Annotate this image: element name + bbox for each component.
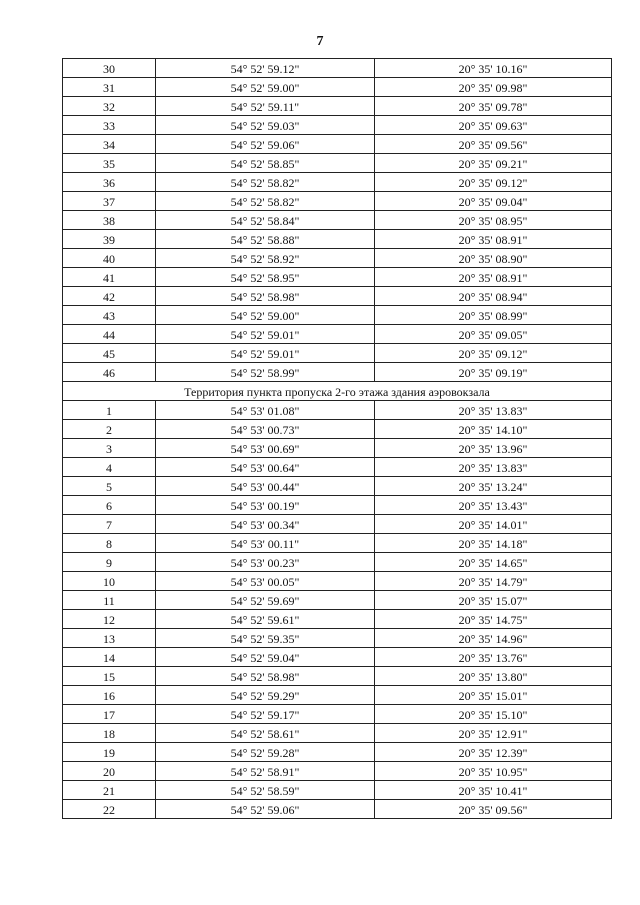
point-number: 16 bbox=[63, 686, 156, 705]
point-number: 21 bbox=[63, 781, 156, 800]
latitude-cell: 54° 52' 58.61" bbox=[156, 724, 375, 743]
latitude-cell: 54° 52' 58.98" bbox=[156, 667, 375, 686]
longitude-cell: 20° 35' 08.94" bbox=[375, 287, 612, 306]
table-row bbox=[63, 724, 612, 743]
point-number: 46 bbox=[63, 363, 156, 382]
point-number: 31 bbox=[63, 78, 156, 97]
longitude-cell: 20° 35' 12.39" bbox=[375, 743, 612, 762]
latitude-cell: 54° 52' 58.95" bbox=[156, 268, 375, 287]
latitude-cell: 54° 52' 58.82" bbox=[156, 173, 375, 192]
longitude-cell: 20° 35' 09.05" bbox=[375, 325, 612, 344]
table-row bbox=[63, 781, 612, 800]
latitude-cell: 54° 52' 59.06" bbox=[156, 800, 375, 819]
longitude-cell: 20° 35' 13.83" bbox=[375, 401, 612, 420]
longitude-cell: 20° 35' 14.18" bbox=[375, 534, 612, 553]
point-number: 17 bbox=[63, 705, 156, 724]
table-row bbox=[63, 230, 612, 249]
table-row bbox=[63, 515, 612, 534]
point-number: 40 bbox=[63, 249, 156, 268]
page-number: 7 bbox=[316, 34, 324, 49]
latitude-cell: 54° 52' 59.69" bbox=[156, 591, 375, 610]
table-row bbox=[63, 553, 612, 572]
longitude-cell: 20° 35' 09.98" bbox=[375, 78, 612, 97]
latitude-cell: 54° 52' 59.28" bbox=[156, 743, 375, 762]
table-row bbox=[63, 743, 612, 762]
longitude-cell: 20° 35' 14.75" bbox=[375, 610, 612, 629]
point-number: 20 bbox=[63, 762, 156, 781]
section-row bbox=[63, 382, 612, 401]
table-row bbox=[63, 116, 612, 135]
longitude-cell: 20° 35' 09.78" bbox=[375, 97, 612, 116]
latitude-cell: 54° 53' 00.64" bbox=[156, 458, 375, 477]
latitude-cell: 54° 52' 58.91" bbox=[156, 762, 375, 781]
point-number: 10 bbox=[63, 572, 156, 591]
latitude-cell: 54° 52' 59.11" bbox=[156, 97, 375, 116]
point-number: 13 bbox=[63, 629, 156, 648]
latitude-cell: 54° 52' 59.12" bbox=[156, 59, 375, 78]
table-row bbox=[63, 363, 612, 382]
table-row bbox=[63, 800, 612, 819]
table-row bbox=[63, 762, 612, 781]
table-row bbox=[63, 249, 612, 268]
latitude-cell: 54° 53' 00.23" bbox=[156, 553, 375, 572]
latitude-cell: 54° 53' 00.69" bbox=[156, 439, 375, 458]
longitude-cell: 20° 35' 14.79" bbox=[375, 572, 612, 591]
section-header bbox=[63, 382, 612, 401]
point-number: 41 bbox=[63, 268, 156, 287]
table-row bbox=[63, 192, 612, 211]
longitude-cell: 20° 35' 09.21" bbox=[375, 154, 612, 173]
longitude-cell: 20° 35' 09.56" bbox=[375, 800, 612, 819]
latitude-cell: 54° 53' 01.08" bbox=[156, 401, 375, 420]
point-number: 14 bbox=[63, 648, 156, 667]
point-number: 2 bbox=[63, 420, 156, 439]
table-row bbox=[63, 287, 612, 306]
coordinates-group-2 bbox=[63, 401, 612, 819]
longitude-cell: 20° 35' 15.01" bbox=[375, 686, 612, 705]
latitude-cell: 54° 52' 58.88" bbox=[156, 230, 375, 249]
longitude-cell: 20° 35' 09.12" bbox=[375, 173, 612, 192]
point-number: 35 bbox=[63, 154, 156, 173]
latitude-cell: 54° 52' 58.85" bbox=[156, 154, 375, 173]
latitude-cell: 54° 53' 00.73" bbox=[156, 420, 375, 439]
longitude-cell: 20° 35' 14.96" bbox=[375, 629, 612, 648]
longitude-cell: 20° 35' 13.24" bbox=[375, 477, 612, 496]
coordinates-table bbox=[62, 58, 612, 819]
table-row bbox=[63, 667, 612, 686]
table-row bbox=[63, 306, 612, 325]
table-row bbox=[63, 610, 612, 629]
longitude-cell: 20° 35' 08.91" bbox=[375, 230, 612, 249]
latitude-cell: 54° 52' 58.82" bbox=[156, 192, 375, 211]
section-title: Территория пункта пропуска 2-го этажа здания аэровокзала bbox=[63, 382, 612, 401]
latitude-cell: 54° 53' 00.34" bbox=[156, 515, 375, 534]
table-row bbox=[63, 344, 612, 363]
point-number: 5 bbox=[63, 477, 156, 496]
point-number: 12 bbox=[63, 610, 156, 629]
longitude-cell: 20° 35' 09.04" bbox=[375, 192, 612, 211]
longitude-cell: 20° 35' 13.80" bbox=[375, 667, 612, 686]
longitude-cell: 20° 35' 08.90" bbox=[375, 249, 612, 268]
longitude-cell: 20° 35' 14.10" bbox=[375, 420, 612, 439]
point-number: 4 bbox=[63, 458, 156, 477]
table-row bbox=[63, 401, 612, 420]
longitude-cell: 20° 35' 13.43" bbox=[375, 496, 612, 515]
latitude-cell: 54° 52' 59.00" bbox=[156, 306, 375, 325]
point-number: 38 bbox=[63, 211, 156, 230]
table-row bbox=[63, 629, 612, 648]
longitude-cell: 20° 35' 08.91" bbox=[375, 268, 612, 287]
longitude-cell: 20° 35' 09.56" bbox=[375, 135, 612, 154]
latitude-cell: 54° 52' 59.00" bbox=[156, 78, 375, 97]
table-row bbox=[63, 477, 612, 496]
longitude-cell: 20° 35' 09.63" bbox=[375, 116, 612, 135]
latitude-cell: 54° 53' 00.19" bbox=[156, 496, 375, 515]
table-row bbox=[63, 496, 612, 515]
point-number: 18 bbox=[63, 724, 156, 743]
table-row bbox=[63, 686, 612, 705]
point-number: 33 bbox=[63, 116, 156, 135]
point-number: 34 bbox=[63, 135, 156, 154]
longitude-cell: 20° 35' 10.95" bbox=[375, 762, 612, 781]
point-number: 39 bbox=[63, 230, 156, 249]
longitude-cell: 20° 35' 09.12" bbox=[375, 344, 612, 363]
latitude-cell: 54° 52' 59.01" bbox=[156, 325, 375, 344]
table-row bbox=[63, 173, 612, 192]
point-number: 36 bbox=[63, 173, 156, 192]
table-row bbox=[63, 97, 612, 116]
point-number: 9 bbox=[63, 553, 156, 572]
longitude-cell: 20° 35' 08.99" bbox=[375, 306, 612, 325]
longitude-cell: 20° 35' 15.10" bbox=[375, 705, 612, 724]
latitude-cell: 54° 52' 58.99" bbox=[156, 363, 375, 382]
point-number: 43 bbox=[63, 306, 156, 325]
point-number: 42 bbox=[63, 287, 156, 306]
longitude-cell: 20° 35' 10.16" bbox=[375, 59, 612, 78]
table-row bbox=[63, 572, 612, 591]
point-number: 1 bbox=[63, 401, 156, 420]
table-row bbox=[63, 154, 612, 173]
latitude-cell: 54° 53' 00.44" bbox=[156, 477, 375, 496]
coordinates-group-1 bbox=[63, 59, 612, 382]
latitude-cell: 54° 52' 59.61" bbox=[156, 610, 375, 629]
point-number: 8 bbox=[63, 534, 156, 553]
latitude-cell: 54° 52' 59.29" bbox=[156, 686, 375, 705]
longitude-cell: 20° 35' 15.07" bbox=[375, 591, 612, 610]
table-row bbox=[63, 135, 612, 154]
longitude-cell: 20° 35' 14.65" bbox=[375, 553, 612, 572]
table-row bbox=[63, 420, 612, 439]
point-number: 7 bbox=[63, 515, 156, 534]
latitude-cell: 54° 52' 59.06" bbox=[156, 135, 375, 154]
point-number: 6 bbox=[63, 496, 156, 515]
table-row bbox=[63, 458, 612, 477]
table-row bbox=[63, 325, 612, 344]
point-number: 45 bbox=[63, 344, 156, 363]
table-row bbox=[63, 648, 612, 667]
point-number: 15 bbox=[63, 667, 156, 686]
table-row bbox=[63, 59, 612, 78]
latitude-cell: 54° 52' 58.98" bbox=[156, 287, 375, 306]
longitude-cell: 20° 35' 13.83" bbox=[375, 458, 612, 477]
latitude-cell: 54° 52' 58.84" bbox=[156, 211, 375, 230]
longitude-cell: 20° 35' 13.76" bbox=[375, 648, 612, 667]
latitude-cell: 54° 52' 59.04" bbox=[156, 648, 375, 667]
longitude-cell: 20° 35' 09.19" bbox=[375, 363, 612, 382]
latitude-cell: 54° 52' 59.03" bbox=[156, 116, 375, 135]
latitude-cell: 54° 53' 00.05" bbox=[156, 572, 375, 591]
latitude-cell: 54° 52' 59.35" bbox=[156, 629, 375, 648]
table-row bbox=[63, 534, 612, 553]
point-number: 19 bbox=[63, 743, 156, 762]
longitude-cell: 20° 35' 13.96" bbox=[375, 439, 612, 458]
longitude-cell: 20° 35' 10.41" bbox=[375, 781, 612, 800]
latitude-cell: 54° 52' 58.92" bbox=[156, 249, 375, 268]
point-number: 22 bbox=[63, 800, 156, 819]
point-number: 11 bbox=[63, 591, 156, 610]
latitude-cell: 54° 53' 00.11" bbox=[156, 534, 375, 553]
table-row bbox=[63, 211, 612, 230]
point-number: 32 bbox=[63, 97, 156, 116]
longitude-cell: 20° 35' 08.95" bbox=[375, 211, 612, 230]
longitude-cell: 20° 35' 12.91" bbox=[375, 724, 612, 743]
longitude-cell: 20° 35' 14.01" bbox=[375, 515, 612, 534]
latitude-cell: 54° 52' 59.17" bbox=[156, 705, 375, 724]
latitude-cell: 54° 52' 58.59" bbox=[156, 781, 375, 800]
table-row bbox=[63, 705, 612, 724]
point-number: 44 bbox=[63, 325, 156, 344]
table-row bbox=[63, 591, 612, 610]
latitude-cell: 54° 52' 59.01" bbox=[156, 344, 375, 363]
table-row bbox=[63, 268, 612, 287]
point-number: 30 bbox=[63, 59, 156, 78]
point-number: 37 bbox=[63, 192, 156, 211]
point-number: 3 bbox=[63, 439, 156, 458]
table-row bbox=[63, 439, 612, 458]
table-row bbox=[63, 78, 612, 97]
